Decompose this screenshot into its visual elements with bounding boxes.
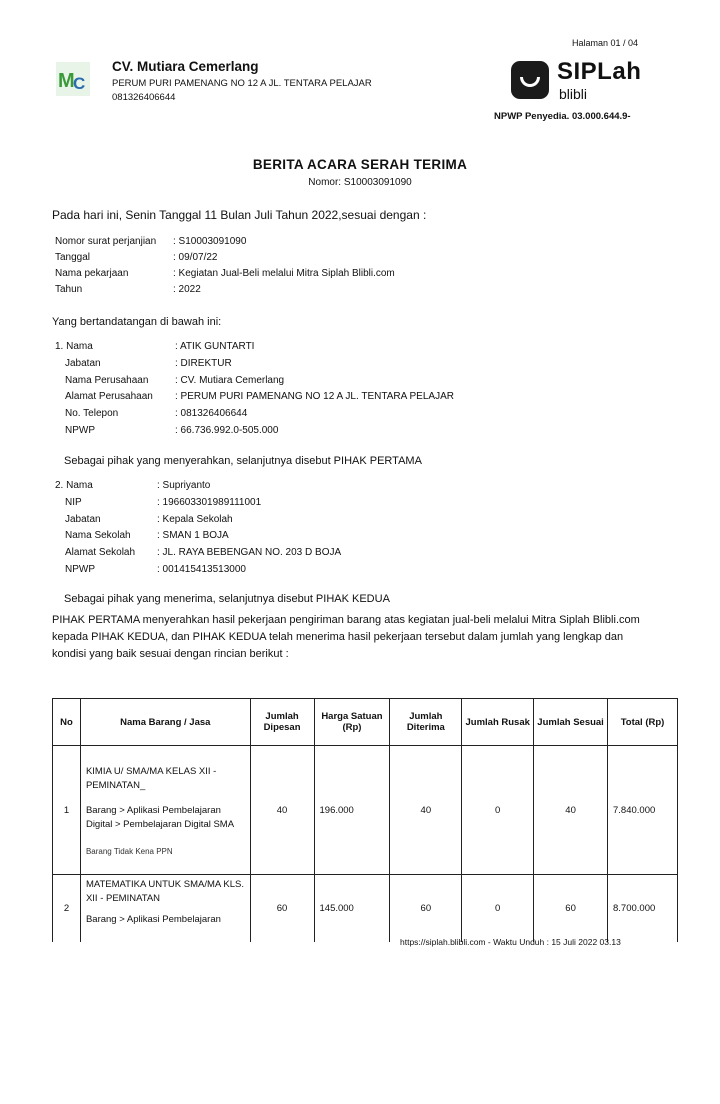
company-phone: 081326406644 [112, 92, 176, 103]
cell-matched: 60 [534, 875, 608, 943]
cell-item [80, 746, 250, 875]
cell-price: 145.000 [314, 875, 390, 943]
cell-no: 1 [53, 746, 81, 875]
col-header-matched: Jumlah Sesuai [534, 699, 608, 746]
siplah-wordmark: SIPLah [557, 58, 642, 85]
handover-statement: PIHAK PERTAMA menyerahkan hasil pekerjaan pengiriman barang atas kegiatan jual-beli melalui Mitra Siplah Blibli.com kepada PIHAK KEDUA, dan PIHAK KEDUA telah menerima hasil pekerjaan tersebut dalam jumlah yang lengkap dan kondisi yang baik sesuai dengan rincian berikut : [52, 614, 640, 660]
col-header-total: Total (Rp) [608, 699, 678, 746]
item-category-path: Barang > Aplikasi Pembelajaran [85, 914, 221, 925]
svg-text:M: M [58, 70, 75, 92]
party-two-details: 2. Nama : Supriyanto NIP : 196603301989111001 Jabatan : Kepala Sekolah Nama Sekolah : SMAN 1 BOJA Alamat Sekolah : JL. RAYA BEBENGAN NO. 203 D BOJA NPWP : 001415413513000 [55, 480, 342, 575]
cell-no: 2 [53, 875, 81, 943]
cell-received: 60 [390, 875, 462, 943]
cell-damaged: 0 [462, 875, 534, 943]
cell-total: 7.840.000 [608, 746, 678, 875]
col-header-no: No [53, 699, 81, 746]
company-name: CV. Mutiara Cemerlang [112, 59, 259, 74]
document-title: BERITA ACARA SERAH TERIMA [252, 157, 468, 172]
blibli-wordmark: blibli [559, 86, 588, 102]
item-title: KIMIA U/ SMA/MA KELAS XII - PEMINATAN_ [85, 765, 217, 791]
company-header [112, 59, 372, 105]
cell-price: 196.000 [314, 746, 390, 875]
provider-npwp: NPWP Penyedia. 03.000.644.9- [494, 111, 631, 122]
page-number: Halaman 01 / 04 [571, 38, 638, 48]
items-table [52, 698, 678, 942]
table-row [53, 746, 678, 875]
intro-sentence: Pada hari ini, Senin Tanggal 11 Bulan Juli Tahun 2022,sesuai dengan : [52, 208, 427, 222]
company-logo [56, 62, 90, 96]
svg-text:C: C [73, 74, 86, 93]
signers-heading: Yang bertandatangan di bawah ini: [52, 316, 222, 328]
party-one-details: 1. Nama : ATIK GUNTARTI Jabatan : DIREKTUR Nama Perusahaan : CV. Mutiara Cemerlang Alamat Perusahaan : PERUM PURI PAMENANG NO 12 A JL. TENTARA PELAJAR No. Telepon : 081326406644 NPWP : 66.736.992.0-505.000 [55, 341, 454, 436]
col-header-price: Harga Satuan (Rp) [314, 699, 390, 746]
item-category-path: Barang > Aplikasi Pembelajaran Digital > Pembelajaran Digital SMA [85, 804, 235, 830]
siplah-logo [511, 58, 651, 102]
col-header-ordered: Jumlah Dipesan [250, 699, 314, 746]
item-title: MATEMATIKA UNTUK SMA/MA KLS. XII - PEMINATAN [85, 879, 244, 904]
company-address: PERUM PURI PAMENANG NO 12 A JL. TENTARA PELAJAR [112, 78, 372, 89]
table-row [53, 875, 678, 943]
col-header-item: Nama Barang / Jasa [80, 699, 250, 746]
cell-received: 40 [390, 746, 462, 875]
col-header-received: Jumlah Diterima [390, 699, 462, 746]
footer-download-info: https://siplah.blibli.com - Waktu Unduh : 15 Juli 2022 03.13 [400, 937, 621, 947]
cell-ordered: 40 [250, 746, 314, 875]
table-header-row [53, 699, 678, 746]
siplah-smile-icon [511, 61, 549, 99]
party-one-note: Sebagai pihak yang menyerahkan, selanjutnya disebut PIHAK PERTAMA [64, 455, 422, 467]
cell-damaged: 0 [462, 746, 534, 875]
cell-ordered: 60 [250, 875, 314, 943]
document-number: Nomor: S10003091090 [308, 177, 412, 188]
cell-total: 8.700.000 [608, 875, 678, 943]
party-two-note: Sebagai pihak yang menerima, selanjutnya disebut PIHAK KEDUA [64, 593, 390, 605]
item-tax-note: Barang Tidak Kena PPN [85, 846, 173, 856]
cell-matched: 40 [534, 746, 608, 875]
cell-item [80, 875, 250, 943]
col-header-damaged: Jumlah Rusak [462, 699, 534, 746]
agreement-details: Nomor surat perjanjian : S10003091090 Tanggal : 09/07/22 Nama pekarjaan : Kegiatan Jual-Beli melalui Mitra Siplah Blibli.com Tahun : 2022 [55, 236, 395, 295]
